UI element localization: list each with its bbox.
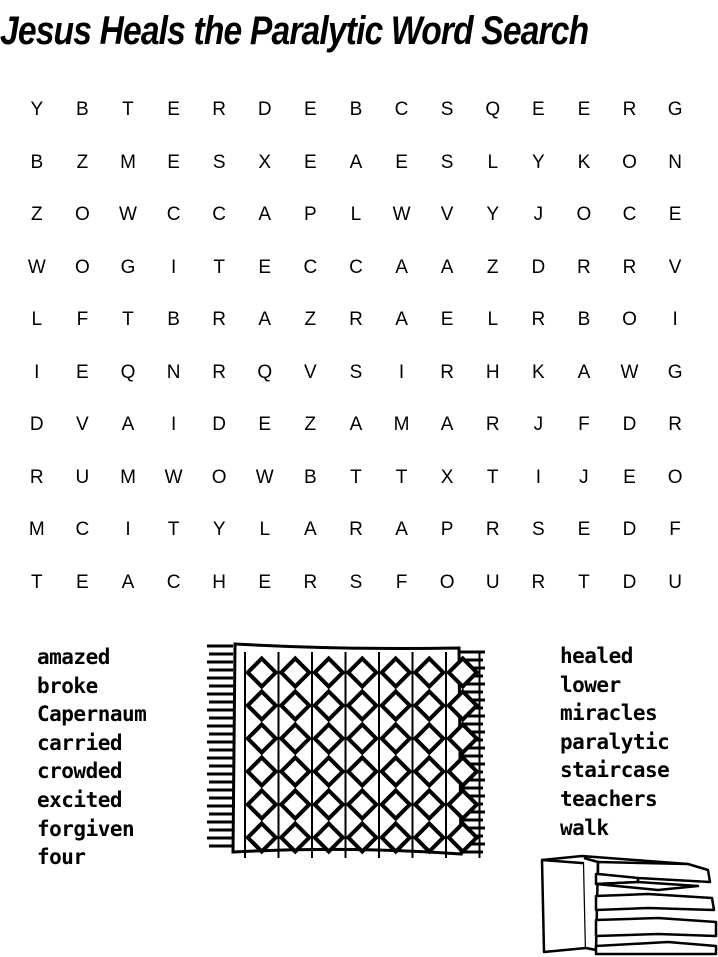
- grid-letter[interactable]: Q: [485, 99, 501, 121]
- grid-letter[interactable]: Y: [30, 99, 44, 121]
- grid-letter[interactable]: R: [668, 414, 682, 436]
- grid-letter[interactable]: N: [166, 361, 181, 383]
- grid-letter[interactable]: W: [255, 466, 274, 488]
- grid-letter[interactable]: C: [622, 204, 637, 226]
- grid-letter[interactable]: E: [440, 309, 454, 331]
- grid-letter[interactable]: T: [167, 519, 180, 541]
- grid-letter[interactable]: B: [76, 99, 89, 121]
- grid-letter[interactable]: C: [349, 256, 363, 278]
- grid-letter[interactable]: P: [440, 519, 454, 541]
- grid-letter[interactable]: A: [121, 571, 135, 593]
- grid-letter[interactable]: O: [622, 309, 637, 331]
- grid-letter[interactable]: A: [440, 414, 454, 436]
- grid-letter[interactable]: M: [28, 519, 45, 541]
- grid-letter[interactable]: E: [76, 361, 89, 383]
- grid-letter[interactable]: H: [212, 571, 227, 593]
- grid-letter[interactable]: E: [304, 151, 317, 173]
- grid-letter[interactable]: G: [667, 99, 683, 121]
- grid-letter[interactable]: W: [164, 466, 183, 488]
- grid-letter[interactable]: L: [259, 519, 271, 541]
- grid-letter[interactable]: D: [29, 414, 44, 436]
- grid-letter[interactable]: T: [30, 571, 43, 593]
- grid-letter[interactable]: R: [212, 309, 227, 331]
- grid-letter[interactable]: U: [668, 571, 682, 593]
- grid-letter[interactable]: V: [76, 414, 89, 436]
- grid-letter[interactable]: I: [34, 361, 40, 383]
- grid-letter[interactable]: D: [622, 414, 637, 436]
- grid-letter[interactable]: E: [395, 151, 408, 173]
- grid-letter[interactable]: B: [304, 466, 317, 488]
- grid-letter[interactable]: N: [668, 151, 682, 173]
- grid-letter[interactable]: A: [395, 309, 408, 331]
- grid-letter[interactable]: B: [167, 309, 180, 331]
- grid-letter[interactable]: C: [166, 204, 181, 226]
- grid-letter[interactable]: K: [577, 151, 591, 173]
- grid-letter[interactable]: S: [349, 571, 363, 593]
- grid-letter[interactable]: E: [304, 99, 317, 121]
- word-list-item: crowded: [37, 759, 123, 784]
- grid-letter[interactable]: O: [439, 571, 455, 593]
- grid-letter[interactable]: X: [440, 466, 454, 488]
- grid-letter[interactable]: Z: [486, 256, 499, 278]
- grid-letter[interactable]: R: [531, 309, 546, 331]
- grid-letter[interactable]: T: [395, 466, 408, 488]
- grid-letter[interactable]: V: [304, 361, 317, 383]
- grid-letter[interactable]: I: [170, 256, 177, 278]
- grid-letter[interactable]: E: [531, 99, 545, 121]
- grid-letter[interactable]: R: [577, 256, 591, 278]
- grid-letter[interactable]: C: [212, 204, 227, 226]
- grid-letter[interactable]: R: [440, 361, 454, 383]
- grid-letter[interactable]: A: [349, 414, 363, 436]
- grid-letter[interactable]: A: [349, 151, 363, 173]
- grid-letter[interactable]: P: [304, 204, 317, 226]
- grid-letter[interactable]: Y: [486, 204, 500, 226]
- mat-fringe-left: [207, 646, 233, 846]
- grid-letter[interactable]: M: [393, 414, 410, 436]
- grid-letter[interactable]: G: [120, 256, 136, 278]
- grid-letter[interactable]: T: [122, 309, 134, 331]
- grid-letter[interactable]: B: [30, 151, 44, 173]
- grid-letter[interactable]: W: [27, 256, 46, 278]
- grid-letter[interactable]: O: [576, 204, 592, 226]
- grid-letter[interactable]: Z: [304, 309, 317, 331]
- grid-letter[interactable]: Q: [257, 361, 273, 383]
- grid-letter[interactable]: L: [487, 309, 499, 331]
- grid-letter[interactable]: D: [622, 519, 637, 541]
- mat-illustration: [205, 640, 495, 860]
- grid-letter[interactable]: F: [76, 309, 89, 331]
- grid-letter[interactable]: U: [485, 571, 500, 593]
- grid-letter[interactable]: O: [667, 466, 683, 488]
- grid-letter[interactable]: I: [672, 309, 678, 331]
- grid-letter[interactable]: W: [392, 204, 411, 226]
- grid-letter[interactable]: T: [486, 466, 499, 488]
- grid-letter[interactable]: Y: [531, 151, 545, 173]
- grid-letter[interactable]: D: [622, 571, 637, 593]
- grid-letter[interactable]: A: [395, 256, 408, 278]
- grid-letter[interactable]: A: [304, 519, 317, 541]
- word-list-item: carried: [37, 730, 123, 755]
- grid-letter[interactable]: R: [349, 309, 363, 331]
- grid-letter[interactable]: Z: [304, 414, 317, 436]
- grid-letter[interactable]: T: [122, 99, 134, 121]
- grid-letter[interactable]: E: [668, 204, 682, 226]
- grid-letter[interactable]: S: [440, 99, 454, 121]
- grid-letter[interactable]: D: [212, 414, 227, 436]
- grid-letter[interactable]: I: [398, 361, 405, 383]
- grid-letter[interactable]: E: [167, 151, 180, 173]
- word-list-item: healed: [560, 644, 633, 668]
- grid-letter[interactable]: E: [76, 571, 89, 593]
- grid-letter[interactable]: R: [212, 99, 227, 121]
- grid-letter[interactable]: F: [395, 571, 408, 593]
- grid-letter[interactable]: O: [75, 204, 90, 226]
- staircase-illustration: [538, 852, 718, 956]
- grid-letter[interactable]: A: [577, 361, 591, 383]
- grid-letter[interactable]: Y: [212, 519, 226, 541]
- grid-letter[interactable]: F: [669, 519, 681, 541]
- word-list-item: teachers: [560, 786, 658, 811]
- grid-letter[interactable]: B: [577, 309, 591, 331]
- grid-letter[interactable]: M: [120, 151, 136, 173]
- grid-letter[interactable]: R: [622, 256, 637, 278]
- grid-letter[interactable]: U: [75, 466, 90, 488]
- grid-letter[interactable]: S: [531, 519, 545, 541]
- grid-letter[interactable]: R: [303, 571, 318, 593]
- grid-letter[interactable]: L: [487, 151, 499, 173]
- grid-letter[interactable]: W: [620, 361, 639, 383]
- grid-letter[interactable]: E: [167, 99, 180, 121]
- grid-letter[interactable]: R: [622, 99, 637, 121]
- grid-letter[interactable]: J: [533, 414, 544, 436]
- grid-letter[interactable]: R: [29, 466, 44, 488]
- word-list-item: staircase: [560, 758, 670, 783]
- grid-letter[interactable]: H: [485, 361, 500, 383]
- word-list-item: amazed: [37, 645, 110, 669]
- grid-letter[interactable]: C: [75, 519, 90, 541]
- grid-letter[interactable]: E: [623, 466, 636, 488]
- grid-letter[interactable]: L: [350, 204, 362, 226]
- grid-letter[interactable]: A: [440, 256, 454, 278]
- grid-letter[interactable]: R: [531, 571, 546, 593]
- grid-letter[interactable]: I: [170, 414, 177, 436]
- word-list-item: walk: [560, 815, 609, 840]
- grid-letter[interactable]: Z: [30, 204, 43, 226]
- grid-letter[interactable]: W: [119, 204, 137, 226]
- grid-letter[interactable]: R: [485, 519, 500, 541]
- grid-letter[interactable]: K: [531, 361, 545, 383]
- grid-letter[interactable]: V: [668, 256, 682, 278]
- grid-letter[interactable]: C: [394, 99, 409, 121]
- grid-letter[interactable]: I: [535, 466, 541, 488]
- word-list-item: forgiven: [37, 816, 135, 841]
- grid-letter[interactable]: O: [211, 466, 227, 488]
- word-list-item: miracles: [560, 701, 658, 726]
- grid-letter[interactable]: T: [578, 571, 590, 593]
- grid-letter[interactable]: C: [166, 571, 181, 593]
- grid-letter[interactable]: F: [578, 414, 590, 436]
- word-list-item: Capernaum: [37, 702, 147, 727]
- grid-letter[interactable]: L: [31, 309, 43, 331]
- grid-letter[interactable]: D: [257, 99, 272, 121]
- grid-letter[interactable]: C: [303, 256, 318, 278]
- word-list-right: [560, 642, 669, 842]
- grid-letter[interactable]: D: [531, 256, 546, 278]
- grid-letter[interactable]: R: [212, 361, 227, 383]
- page-title: Jesus Heals the Paralytic Word Search: [0, 9, 589, 53]
- grid-letter[interactable]: J: [533, 204, 544, 226]
- word-list-item: paralytic: [560, 729, 670, 754]
- word-list-item: broke: [37, 673, 98, 698]
- grid-letter[interactable]: I: [125, 519, 131, 541]
- grid-letter[interactable]: T: [350, 466, 362, 488]
- grid-letter[interactable]: X: [258, 151, 272, 173]
- grid-letter[interactable]: V: [440, 204, 454, 226]
- grid-letter[interactable]: J: [579, 466, 589, 488]
- letter-grid: [14, 84, 698, 609]
- grid-letter[interactable]: Q: [120, 361, 136, 383]
- grid-letter[interactable]: A: [395, 519, 408, 541]
- grid-letter[interactable]: E: [258, 256, 272, 278]
- grid-letter[interactable]: R: [349, 519, 363, 541]
- grid-letter[interactable]: E: [577, 519, 591, 541]
- grid-letter[interactable]: R: [485, 414, 500, 436]
- grid-letter[interactable]: E: [258, 414, 272, 436]
- word-list-item: excited: [37, 787, 123, 812]
- grid-letter[interactable]: S: [212, 151, 226, 173]
- grid-letter[interactable]: M: [120, 466, 136, 488]
- grid-letter[interactable]: S: [440, 151, 454, 173]
- grid-letter[interactable]: S: [349, 361, 363, 383]
- grid-letter[interactable]: E: [577, 99, 591, 121]
- grid-letter[interactable]: O: [622, 151, 637, 173]
- grid-letter[interactable]: O: [75, 256, 90, 278]
- grid-letter[interactable]: A: [258, 204, 272, 226]
- word-list-left: [37, 643, 146, 872]
- grid-letter[interactable]: E: [258, 571, 272, 593]
- grid-letter[interactable]: B: [349, 99, 363, 121]
- word-list-item: four: [37, 845, 86, 870]
- grid-letter[interactable]: G: [667, 361, 683, 383]
- word-list-item: lower: [560, 672, 621, 697]
- grid-letter[interactable]: A: [121, 414, 135, 436]
- grid-letter[interactable]: Z: [76, 151, 89, 173]
- grid-letter[interactable]: T: [213, 256, 225, 278]
- grid-letter[interactable]: A: [258, 309, 272, 331]
